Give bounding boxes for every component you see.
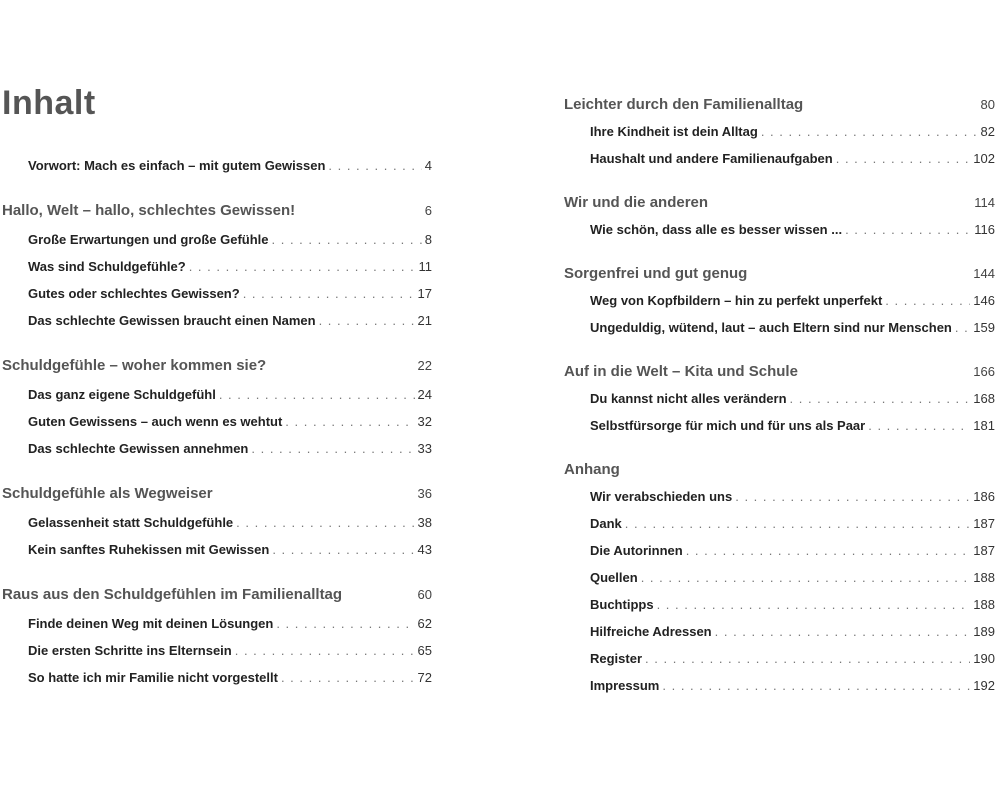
toc-right-column bbox=[564, 94, 995, 699]
toc-entry-page: 38 bbox=[417, 515, 432, 530]
dot-leader bbox=[885, 287, 970, 314]
page-title: Inhalt bbox=[2, 84, 96, 122]
toc-section-heading[interactable] bbox=[2, 355, 432, 377]
toc-entry[interactable] bbox=[564, 618, 995, 645]
dot-leader bbox=[845, 216, 971, 243]
toc-entry-page: 4 bbox=[424, 158, 432, 173]
toc-section-heading[interactable] bbox=[564, 94, 995, 116]
section-title: Wir und die anderen bbox=[564, 194, 709, 211]
section-title: Hallo, Welt – hallo, schlechtes Gewissen! bbox=[2, 202, 296, 219]
toc-entry-page: 146 bbox=[973, 293, 995, 308]
toc-entry-title: So hatte ich mir Familie nicht vorgestellt bbox=[28, 670, 278, 685]
toc-entry-page: 189 bbox=[973, 624, 995, 639]
toc-entry-page: 43 bbox=[417, 542, 432, 557]
section-page: 80 bbox=[980, 97, 995, 112]
dot-leader bbox=[276, 610, 414, 637]
section-title: Anhang bbox=[564, 461, 620, 478]
section-title: Schuldgefühle als Wegweiser bbox=[2, 485, 213, 502]
section-page: 60 bbox=[417, 587, 432, 602]
dot-leader bbox=[189, 253, 416, 280]
toc-entry[interactable] bbox=[2, 280, 432, 307]
dot-leader bbox=[272, 536, 414, 563]
toc-entry-title: Guten Gewissens – auch wenn es wehtut bbox=[28, 414, 283, 429]
toc-entry-page: 11 bbox=[418, 259, 432, 274]
toc-entry-page: 116 bbox=[974, 222, 995, 237]
dot-leader bbox=[790, 385, 971, 412]
toc-entry-title: Finde deinen Weg mit deinen Lösungen bbox=[28, 616, 274, 631]
section-page: 6 bbox=[424, 203, 432, 218]
section-title: Sorgenfrei und gut genug bbox=[564, 265, 748, 282]
toc-entry-title: Kein sanftes Ruhekissen mit Gewissen bbox=[28, 542, 270, 557]
toc-entry-title: Große Erwartungen und große Gefühle bbox=[28, 232, 269, 247]
toc-entry-title: Wie schön, dass alle es besser wissen ... bbox=[590, 222, 843, 237]
section-page: 22 bbox=[417, 358, 432, 373]
toc-entry-title: Das ganz eigene Schuldgefühl bbox=[28, 387, 216, 402]
toc-section-heading[interactable] bbox=[2, 584, 432, 606]
toc-entry-page: 188 bbox=[973, 570, 995, 585]
toc-entry-page: 21 bbox=[417, 313, 432, 328]
toc-entry[interactable] bbox=[2, 536, 432, 563]
toc-entry-title: Die Autorinnen bbox=[590, 543, 683, 558]
toc-entry-title: Das schlechte Gewissen braucht einen Namen bbox=[28, 313, 316, 328]
dot-leader bbox=[235, 637, 415, 664]
toc-entry-page: 186 bbox=[973, 489, 995, 504]
toc-entry-page: 17 bbox=[417, 286, 432, 301]
toc-entry-page: 187 bbox=[973, 516, 995, 531]
dot-leader bbox=[662, 672, 970, 699]
dot-leader bbox=[236, 509, 414, 536]
toc-entry[interactable] bbox=[564, 483, 995, 510]
toc-entry[interactable] bbox=[2, 637, 432, 664]
toc-entry[interactable] bbox=[564, 564, 995, 591]
toc-section-heading[interactable] bbox=[564, 459, 995, 481]
dot-leader bbox=[243, 280, 415, 307]
toc-section-heading[interactable] bbox=[564, 361, 995, 383]
toc-entry[interactable] bbox=[2, 610, 432, 637]
toc-left-column bbox=[2, 152, 432, 691]
toc-entry-page: 24 bbox=[417, 387, 432, 402]
toc-entry-title: Gelassenheit statt Schuldgefühle bbox=[28, 515, 234, 530]
toc-entry-title: Du kannst nicht alles verändern bbox=[590, 391, 787, 406]
toc-entry-title: Was sind Schuldgefühle? bbox=[28, 259, 186, 274]
toc-entry-title: Gutes oder schlechtes Gewissen? bbox=[28, 286, 240, 301]
section-title: Leichter durch den Familienalltag bbox=[564, 96, 804, 113]
toc-entry[interactable] bbox=[2, 664, 432, 691]
dot-leader bbox=[641, 564, 971, 591]
toc-entry-page: 65 bbox=[417, 643, 432, 658]
toc-entry-page: 32 bbox=[417, 414, 432, 429]
toc-entry-page: 8 bbox=[424, 232, 432, 247]
toc-section-heading[interactable] bbox=[564, 192, 995, 214]
toc-entry-title: Impressum bbox=[590, 678, 660, 693]
toc-section-heading[interactable] bbox=[2, 483, 432, 505]
toc-entry[interactable] bbox=[2, 381, 432, 408]
dot-leader bbox=[272, 226, 422, 253]
dot-leader bbox=[645, 645, 970, 672]
toc-entry-title: Das schlechte Gewissen annehmen bbox=[28, 441, 249, 456]
toc-entry-title: Selbstfürsorge für mich und für uns als Paar bbox=[590, 418, 866, 433]
section-title: Auf in die Welt – Kita und Schule bbox=[564, 363, 798, 380]
toc-entry[interactable] bbox=[564, 145, 995, 172]
toc-entry[interactable] bbox=[564, 591, 995, 618]
section-page: 36 bbox=[417, 486, 432, 501]
toc-entry-title: Ihre Kindheit ist dein Alltag bbox=[590, 124, 758, 139]
toc-entry[interactable] bbox=[564, 510, 995, 537]
toc-entry[interactable] bbox=[564, 537, 995, 564]
toc-entry-page: 72 bbox=[417, 670, 432, 685]
dot-leader bbox=[319, 307, 415, 334]
toc-entry-page: 62 bbox=[417, 616, 432, 631]
toc-entry-title: Wir verabschieden uns bbox=[590, 489, 733, 504]
toc-entry-page: 168 bbox=[973, 391, 995, 406]
toc-entry[interactable] bbox=[564, 645, 995, 672]
toc-entry-title: Vorwort: Mach es einfach – mit gutem Gewissen bbox=[28, 158, 326, 173]
toc-entry[interactable] bbox=[564, 118, 995, 145]
toc-entry-page: 187 bbox=[973, 543, 995, 558]
section-page: 144 bbox=[973, 266, 995, 281]
dot-leader bbox=[836, 145, 971, 172]
dot-leader bbox=[625, 510, 971, 537]
toc-entry-title: Weg von Kopfbildern – hin zu perfekt unperfekt bbox=[590, 293, 883, 308]
toc-entry[interactable] bbox=[564, 672, 995, 699]
toc-entry[interactable] bbox=[564, 412, 995, 439]
section-title: Schuldgefühle – woher kommen sie? bbox=[2, 357, 267, 374]
toc-entry-title: Register bbox=[590, 651, 643, 666]
dot-leader bbox=[219, 381, 415, 408]
toc-entry[interactable] bbox=[564, 385, 995, 412]
toc-section-heading[interactable] bbox=[564, 263, 995, 285]
toc-section-heading[interactable] bbox=[2, 200, 432, 222]
toc-entry-title: Buchtipps bbox=[590, 597, 654, 612]
toc-entry-title: Ungeduldig, wütend, laut – auch Eltern sind nur Menschen bbox=[590, 320, 952, 335]
dot-leader bbox=[285, 408, 414, 435]
toc-entry[interactable] bbox=[564, 216, 995, 243]
toc-entry[interactable] bbox=[2, 408, 432, 435]
toc-entry-page: 102 bbox=[973, 151, 995, 166]
toc-entry-page: 190 bbox=[973, 651, 995, 666]
toc-entry-title: Haushalt und andere Familienaufgaben bbox=[590, 151, 833, 166]
toc-entry[interactable] bbox=[564, 287, 995, 314]
toc-entry-page: 192 bbox=[973, 678, 995, 693]
dot-leader bbox=[657, 591, 971, 618]
dot-leader bbox=[761, 118, 978, 145]
toc-entry[interactable] bbox=[2, 253, 432, 280]
section-page: 166 bbox=[973, 364, 995, 379]
toc-entry-page: 33 bbox=[417, 441, 432, 456]
toc-entry-title: Quellen bbox=[590, 570, 638, 585]
dot-leader bbox=[281, 664, 415, 691]
toc-entry-title: Die ersten Schritte ins Elternsein bbox=[28, 643, 232, 658]
toc-entry-page: 188 bbox=[973, 597, 995, 612]
toc-entry-preface[interactable] bbox=[2, 152, 432, 179]
dot-leader bbox=[251, 435, 414, 462]
toc-entry-title: Dank bbox=[590, 516, 622, 531]
dot-leader bbox=[868, 412, 970, 439]
dot-leader bbox=[715, 618, 971, 645]
toc-entry[interactable] bbox=[564, 314, 995, 341]
toc-entry[interactable] bbox=[2, 509, 432, 536]
dot-leader bbox=[955, 314, 970, 341]
toc-entry[interactable] bbox=[2, 435, 432, 462]
section-page: 114 bbox=[974, 195, 995, 210]
dot-leader bbox=[735, 483, 970, 510]
section-title: Raus aus den Schuldgefühlen im Familienalltag bbox=[2, 586, 343, 603]
dot-leader bbox=[328, 152, 421, 179]
toc-entry[interactable] bbox=[2, 226, 432, 253]
dot-leader bbox=[686, 537, 971, 564]
toc-entry[interactable] bbox=[2, 307, 432, 334]
toc-entry-page: 82 bbox=[980, 124, 995, 139]
toc-entry-title: Hilfreiche Adressen bbox=[590, 624, 712, 639]
toc-entry-page: 159 bbox=[973, 320, 995, 335]
toc-entry-page: 181 bbox=[973, 418, 995, 433]
